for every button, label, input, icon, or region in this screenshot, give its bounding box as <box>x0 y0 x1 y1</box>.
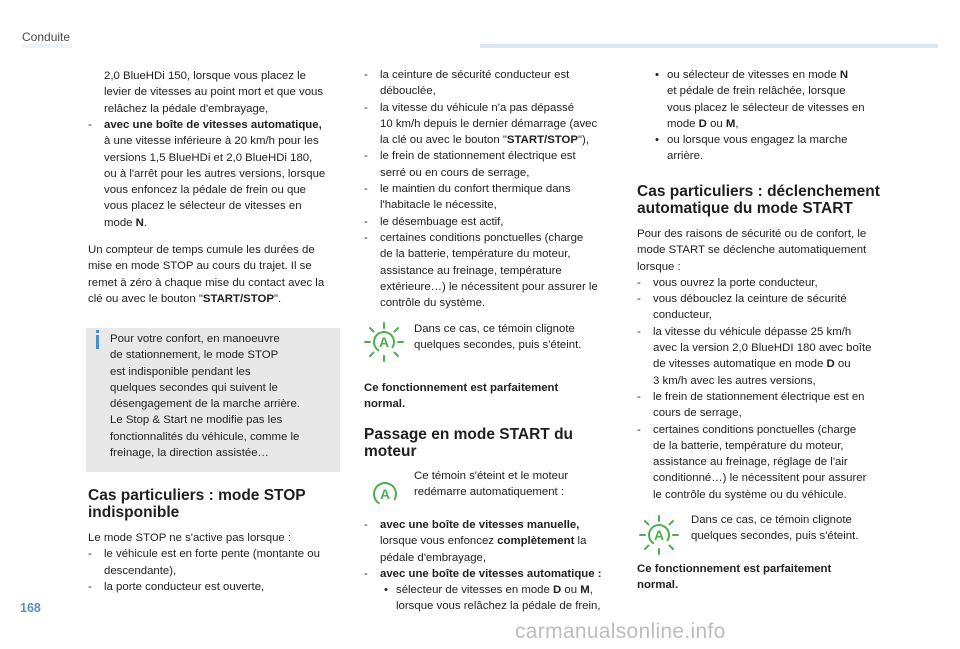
page-number: 168 <box>20 601 41 615</box>
stop-start-warning-icon <box>363 321 405 363</box>
heading-auto-start-trigger: Cas particuliers : déclenchement automatique du mode START <box>637 183 880 217</box>
svg-text:A: A <box>378 334 390 350</box>
info-icon-stem <box>96 335 99 349</box>
blink-note-col3: Dans ce cas, ce témoin clignote quelques secondes, puis s'éteint. <box>691 514 859 543</box>
auto-start-bullets: • ou sélecteur de vitesses en mode N et pédale de frein relâchée, lorsque vous placez le sélecteur de vitesses en mode D ou M, • ou lorsque vous engagez la marche arrière. <box>655 69 865 163</box>
lead-paragraph: 2,0 BlueHDi 150, lorsque vous placez le levier de vitesses au point mort et que vous relâchez la pédale d'embrayage, <box>104 70 324 115</box>
restart-note: Ce témoin s'éteint et le moteur redémarre automatiquement : <box>414 470 569 499</box>
stop-conditions-list: - la ceinture de sécurité conducteur est débouclée, - la vitesse du véhicule n'a pas dépassé 10 km/h depuis le dernier démarrage (avec la clé ou avec le bouton "START/STOP"), - le frein de stationnement électrique est serré ou en cours de serrage, - le maintien du confort thermique dans l'habitacle le nécessite, - le désembuage est actif, - certaines conditions ponctuelles (charge de la batterie, température du moteur, assistance au freinage, température extérieure…) le nécessitent pour assurer le contrôle du système. <box>364 69 598 310</box>
auto-gearbox-item: - avec une boîte de vitesses automatique, à une vitesse inférieure à 20 km/h pour les versions 1,5 BlueHDi et 2,0 BlueHDi 180, ou à l'arrêt pour les autres versions, lorsque vous enfoncez la pédale de frein ou que vous placez le sélecteur de vitesses en mode N. <box>88 119 326 229</box>
normal-note-col3: Ce fonctionnement est parfaitement normal. <box>637 563 832 592</box>
section-title: Conduite <box>22 30 71 44</box>
stop-unavailable-list: Le mode STOP ne s'active pas lorsque : - le véhicule est en forte pente (montante ou descendante), - la porte conducteur est ouverte, <box>88 532 320 593</box>
svg-text:A: A <box>379 486 391 502</box>
stop-start-off-icon <box>370 479 400 509</box>
watermark: carmanualsonline.info <box>515 620 726 643</box>
heading-start-mode: Passage en mode START du moteur <box>364 426 574 460</box>
heading-stop-unavailable: Cas particuliers : mode STOP indisponible <box>88 487 306 521</box>
header-rule-right <box>480 44 938 48</box>
start-conditions-list: - avec une boîte de vitesses manuelle, lorsque vous enfoncez complètement la pédale d'embrayage, - avec une boîte de vitesses automatique : • sélecteur de vitesses en mode D ou M, lorsque vous relâchez la pédale de frein, <box>364 519 602 613</box>
svg-text:A: A <box>653 527 665 543</box>
normal-note-col2: Ce fonctionnement est parfaitement normal. <box>364 382 559 411</box>
counter-paragraph: Un compteur de temps cumule les durées de mise en mode STOP au cours du trajet. Il se remet à zéro à chaque mise du contact avec la clé ou avec le bouton "START/STOP". <box>88 244 325 305</box>
auto-start-trigger-list: Pour des raisons de sécurité ou de confort, le mode START se déclenche automatiquement lorsque : - vous ouvrez la porte conducteur, - vous débouclez la ceinture de sécurité conducteur, - la vitesse du véhicule dépasse 25 km/h avec la version 2,0 BlueHDI 180 avec boîte de vitesses automatique en mode D ou 3 km/h avec les autres versions, - le frein de stationnement électrique est en cours de serrage, - certaines conditions ponctuelles (charge de la batterie, température du moteur, assistance au freinage, réglage de l'air conditionné…) le nécessitent pour assurer le contrôle du système ou du véhicule. <box>637 228 872 501</box>
info-note-text: Pour votre confort, en manoeuvre de stationnement, le mode STOP est indisponible pendant les quelques secondes qui suivent le désengagement de la marche arrière. Le Stop & Start ne modifie pas les fonctionnalités du véhicule, comme le freinage, la direction assistée… <box>110 333 300 460</box>
info-icon <box>96 330 99 333</box>
blink-note-col2: Dans ce cas, ce témoin clignote quelques secondes, puis s'éteint. <box>414 323 582 352</box>
stop-start-warning-icon-2 <box>638 514 680 556</box>
header-rule-left <box>22 44 72 48</box>
